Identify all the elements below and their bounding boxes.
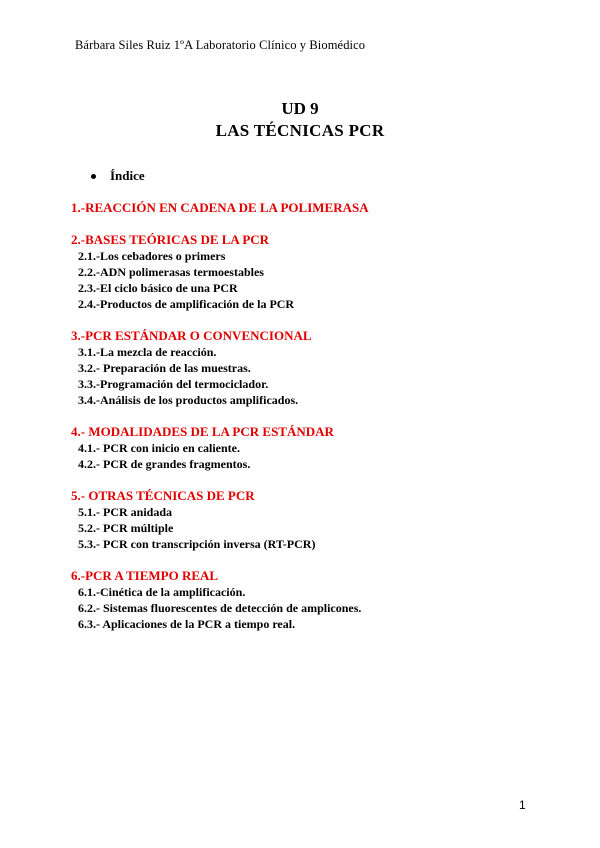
toc-section: [71, 328, 551, 408]
unit-title: UD 9: [281, 99, 319, 118]
index-heading: [91, 168, 145, 184]
toc-subsection: 4.1.- PCR con inicio en caliente.: [78, 441, 240, 455]
page-number: 1: [519, 798, 526, 812]
toc-section-title: 4.- MODALIDADES DE LA PCR ESTÁNDAR: [71, 424, 334, 439]
toc-subsection: 5.2.- PCR múltiple: [78, 521, 174, 535]
toc-section: [71, 232, 551, 312]
bullet-icon: [91, 174, 96, 179]
toc-section: [71, 424, 551, 472]
toc-subsection: 5.3.- PCR con transcripción inversa (RT-PCR): [78, 537, 316, 551]
toc-subsection: 6.3.- Aplicaciones de la PCR a tiempo real.: [78, 617, 296, 631]
toc-section: [71, 568, 551, 632]
page-title: LAS TÉCNICAS PCR: [215, 121, 385, 140]
toc-subsection: 3.3.-Programación del termociclador.: [78, 377, 269, 391]
toc-subsection: 2.3.-El ciclo básico de una PCR: [78, 281, 238, 295]
toc-section-title: 2.-BASES TEÓRICAS DE LA PCR: [71, 232, 270, 247]
toc-subsection: 6.2.- Sistemas fluorescentes de detección de amplicones.: [78, 601, 362, 615]
toc-subsection: 3.1.-La mezcla de reacción.: [78, 345, 217, 359]
toc-subsection: 3.4.-Análisis de los productos amplificados.: [78, 393, 299, 407]
toc-section: [71, 488, 551, 552]
toc-subsection: 4.2.- PCR de grandes fragmentos.: [78, 457, 251, 471]
index-label: Índice: [110, 168, 145, 183]
toc-subsection: 5.1.- PCR anidada: [78, 505, 173, 519]
toc-section-title: 3.-PCR ESTÁNDAR O CONVENCIONAL: [71, 328, 312, 343]
toc-subsection: 6.1.-Cinética de la amplificación.: [78, 585, 246, 599]
toc-section-title: 5.- OTRAS TÉCNICAS DE PCR: [71, 488, 255, 503]
toc-subsection: 2.1.-Los cebadores o primers: [78, 249, 226, 263]
toc-section-title: 1.-REACCIÓN EN CADENA DE LA POLIMERASA: [71, 200, 369, 215]
table-of-contents: [71, 200, 551, 648]
toc-subsection: 2.4.-Productos de amplificación de la PCR: [78, 297, 295, 311]
toc-subsection: 3.2.- Preparación de las muestras.: [78, 361, 251, 375]
page-header-author: Bárbara Siles Ruiz 1ºA Laboratorio Clínico y Biomédico: [75, 38, 366, 52]
toc-section-title: 6.-PCR A TIEMPO REAL: [71, 568, 219, 583]
toc-subsection: 2.2.-ADN polimerasas termoestables: [78, 265, 264, 279]
toc-section: [71, 200, 551, 216]
